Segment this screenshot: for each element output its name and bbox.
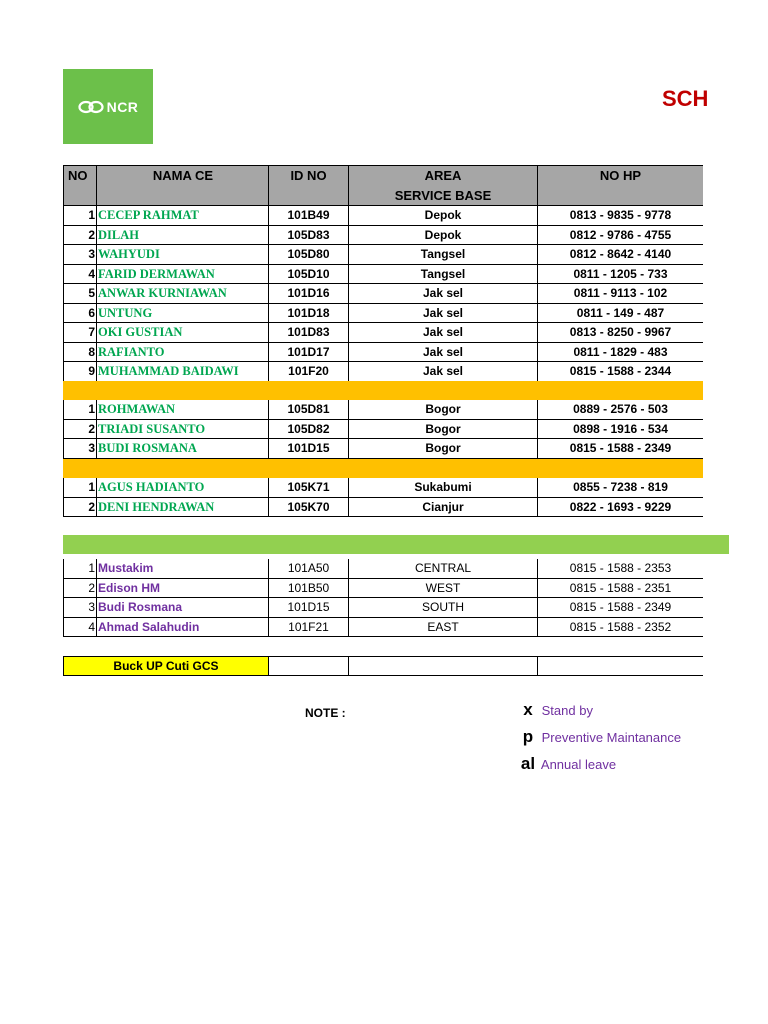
table-row (63, 362, 703, 382)
row-id: 105D82 (269, 420, 349, 440)
row-hp: 0815 - 1588 - 2349 (538, 598, 703, 618)
ncr-logo (63, 69, 153, 144)
row-name: RAFIANTO (97, 343, 269, 363)
table-row (63, 400, 703, 420)
row-hp: 0898 - 1916 - 534 (538, 420, 703, 440)
section-separator-band (63, 381, 703, 400)
row-id: 105D10 (269, 265, 349, 285)
ncr-logo-icon (78, 100, 104, 114)
section-separator-band (63, 459, 703, 478)
row-hp: 0889 - 2576 - 503 (538, 400, 703, 420)
row-name: BUDI ROSMANA (97, 439, 269, 459)
row-no: 7 (63, 323, 97, 343)
row-no: 2 (63, 226, 97, 246)
row-no: 8 (63, 343, 97, 363)
row-no: 3 (63, 245, 97, 265)
backup-hp-cell (538, 656, 703, 676)
row-name: TRIADI SUSANTO (97, 420, 269, 440)
row-id: 105D83 (269, 226, 349, 246)
table-row (63, 420, 703, 440)
row-id: 105K71 (269, 478, 349, 498)
row-no: 1 (63, 400, 97, 420)
row-area: Jak sel (349, 362, 538, 382)
header-no: NO (63, 165, 97, 206)
row-area: Cianjur (349, 498, 538, 518)
row-hp: 0813 - 8250 - 9967 (538, 323, 703, 343)
note-label: NOTE : (305, 706, 346, 720)
logo-text: NCR (106, 98, 139, 115)
backup-id-cell (269, 656, 349, 676)
row-area: Depok (349, 206, 538, 226)
row-name: MUHAMMAD BAIDAWI (97, 362, 269, 382)
row-id: 101D16 (269, 284, 349, 304)
row-no: 9 (63, 362, 97, 382)
row-hp: 0815 - 1588 - 2351 (538, 579, 703, 599)
legend-key: al (520, 754, 536, 773)
row-hp: 0855 - 7238 - 819 (538, 478, 703, 498)
row-hp: 0822 - 1693 - 9229 (538, 498, 703, 518)
row-id: 101D18 (269, 304, 349, 324)
table-row (63, 284, 703, 304)
row-area: Jak sel (349, 343, 538, 363)
row-hp: 0815 - 1588 - 2352 (538, 618, 703, 638)
legend-standby (518, 700, 593, 720)
backup-area-cell (349, 656, 538, 676)
row-name: UNTUNG (97, 304, 269, 324)
row-name: ROHMAWAN (97, 400, 269, 420)
table-row (63, 598, 703, 618)
table-row (63, 304, 703, 324)
row-area: Tangsel (349, 265, 538, 285)
row-area: Tangsel (349, 245, 538, 265)
table-header (63, 165, 703, 206)
row-area: EAST (349, 618, 538, 638)
row-id: 105D81 (269, 400, 349, 420)
row-no: 3 (63, 439, 97, 459)
row-id: 101A50 (269, 559, 349, 579)
row-area: Bogor (349, 420, 538, 440)
row-name: Edison HM (97, 579, 269, 599)
row-no: 4 (63, 618, 97, 638)
backup-label: Buck UP Cuti GCS (63, 656, 269, 676)
row-no: 1 (63, 478, 97, 498)
legend-annual-leave (518, 754, 616, 774)
row-name: AGUS HADIANTO (97, 478, 269, 498)
row-hp: 0811 - 1829 - 483 (538, 343, 703, 363)
row-area: Sukabumi (349, 478, 538, 498)
row-hp: 0815 - 1588 - 2349 (538, 439, 703, 459)
row-hp: 0812 - 8642 - 4140 (538, 245, 703, 265)
row-id: 101B50 (269, 579, 349, 599)
row-name: CECEP RAHMAT (97, 206, 269, 226)
table-row (63, 559, 703, 579)
row-id: 101F20 (269, 362, 349, 382)
table-row (63, 618, 703, 638)
table-row (63, 343, 703, 363)
row-name: WAHYUDI (97, 245, 269, 265)
header-id: ID NO (269, 165, 349, 206)
row-no: 1 (63, 559, 97, 579)
row-name: DILAH (97, 226, 269, 246)
row-area: Depok (349, 226, 538, 246)
row-name: OKI GUSTIAN (97, 323, 269, 343)
page-title: SCH (662, 86, 709, 111)
row-name: Budi Rosmana (97, 598, 269, 618)
row-id: 101B49 (269, 206, 349, 226)
row-area: SOUTH (349, 598, 538, 618)
row-area: Bogor (349, 400, 538, 420)
row-area: WEST (349, 579, 538, 599)
header-area-line2: SERVICE BASE (394, 188, 492, 203)
row-no: 6 (63, 304, 97, 324)
legend-desc: Stand by (541, 703, 593, 718)
row-hp: 0813 - 9835 - 9778 (538, 206, 703, 226)
backup-row (63, 656, 703, 676)
row-name: ANWAR KURNIAWAN (97, 284, 269, 304)
row-no: 2 (63, 498, 97, 518)
row-no: 3 (63, 598, 97, 618)
row-area: CENTRAL (349, 559, 538, 579)
row-id: 101D17 (269, 343, 349, 363)
row-id: 101D83 (269, 323, 349, 343)
row-no: 1 (63, 206, 97, 226)
row-name: Ahmad Salahudin (97, 618, 269, 638)
row-hp: 0811 - 149 - 487 (538, 304, 703, 324)
row-area: Jak sel (349, 304, 538, 324)
row-id: 105D80 (269, 245, 349, 265)
row-no: 2 (63, 420, 97, 440)
row-hp: 0815 - 1588 - 2353 (538, 559, 703, 579)
table-row (63, 478, 703, 498)
row-name: DENI HENDRAWAN (97, 498, 269, 518)
row-hp: 0811 - 9113 - 102 (538, 284, 703, 304)
table-row (63, 245, 703, 265)
row-no: 2 (63, 579, 97, 599)
table-row (63, 498, 703, 518)
row-area: Bogor (349, 439, 538, 459)
header-name: NAMA CE (97, 165, 269, 206)
table-row (63, 439, 703, 459)
table-row (63, 323, 703, 343)
row-id: 101D15 (269, 598, 349, 618)
table-row (63, 226, 703, 246)
row-area: Jak sel (349, 323, 538, 343)
row-hp: 0812 - 9786 - 4755 (538, 226, 703, 246)
row-name: Mustakim (97, 559, 269, 579)
header-area-line1: AREA (424, 168, 462, 183)
row-hp: 0815 - 1588 - 2344 (538, 362, 703, 382)
table-row (63, 265, 703, 285)
header-area (349, 165, 538, 206)
legend-desc: Preventive Maintanance (541, 730, 682, 745)
row-id: 101F21 (269, 618, 349, 638)
legend-desc: Annual leave (540, 757, 617, 772)
header-hp: NO HP (538, 165, 703, 206)
table-row (63, 579, 703, 599)
legend-preventive (518, 727, 681, 747)
table-row (63, 206, 703, 226)
legend-key: x (523, 700, 533, 719)
row-no: 4 (63, 265, 97, 285)
row-id: 105K70 (269, 498, 349, 518)
row-area: Jak sel (349, 284, 538, 304)
row-hp: 0811 - 1205 - 733 (538, 265, 703, 285)
legend-key: p (522, 727, 534, 746)
row-no: 5 (63, 284, 97, 304)
row-id: 101D15 (269, 439, 349, 459)
section-separator-band (63, 535, 729, 554)
row-name: FARID DERMAWAN (97, 265, 269, 285)
